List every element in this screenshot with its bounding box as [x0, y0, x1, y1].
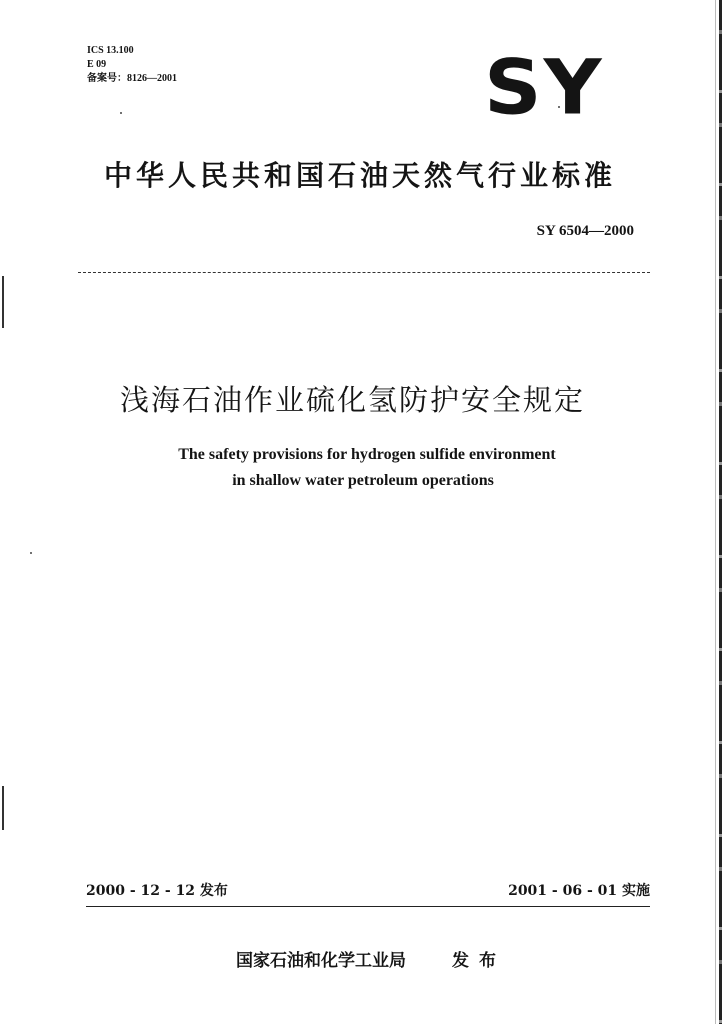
sy-logo: SY [484, 43, 604, 132]
scan-edge-left-top [2, 276, 4, 328]
document-title-cn: 浅海石油作业硫化氢防护安全规定 [120, 383, 586, 417]
publish-label: 发布 [452, 951, 506, 971]
ics-code: ICS 13.100 [87, 45, 134, 56]
publisher-name: 国家石油和化学工业局 [236, 951, 406, 971]
scan-speck [120, 112, 122, 114]
record-number: 备案号：8126—2001 [87, 73, 177, 84]
classification-block [87, 44, 177, 86]
standard-number: SY 6504—2000 [536, 223, 634, 239]
standard-category-title: 中华人民共和国石油天然气行业标准 [104, 159, 617, 192]
document-title-en-line1: The safety provisions for hydrogen sulfide environment [178, 446, 556, 463]
class-code: E 09 [87, 59, 107, 70]
scan-speck [30, 552, 32, 554]
document-title-en-line2: in shallow water petroleum operations [232, 472, 494, 489]
scan-edge-right-line [715, 0, 716, 1024]
header-divider [78, 272, 650, 273]
footer-divider [86, 906, 650, 907]
implementation-date: 2001 - 06 - 01 实施 [508, 883, 650, 899]
issue-date: 2000 - 12 - 12 发布 [86, 883, 228, 899]
scan-edge-right [719, 0, 722, 1024]
scan-edge-left-bottom [2, 786, 4, 830]
